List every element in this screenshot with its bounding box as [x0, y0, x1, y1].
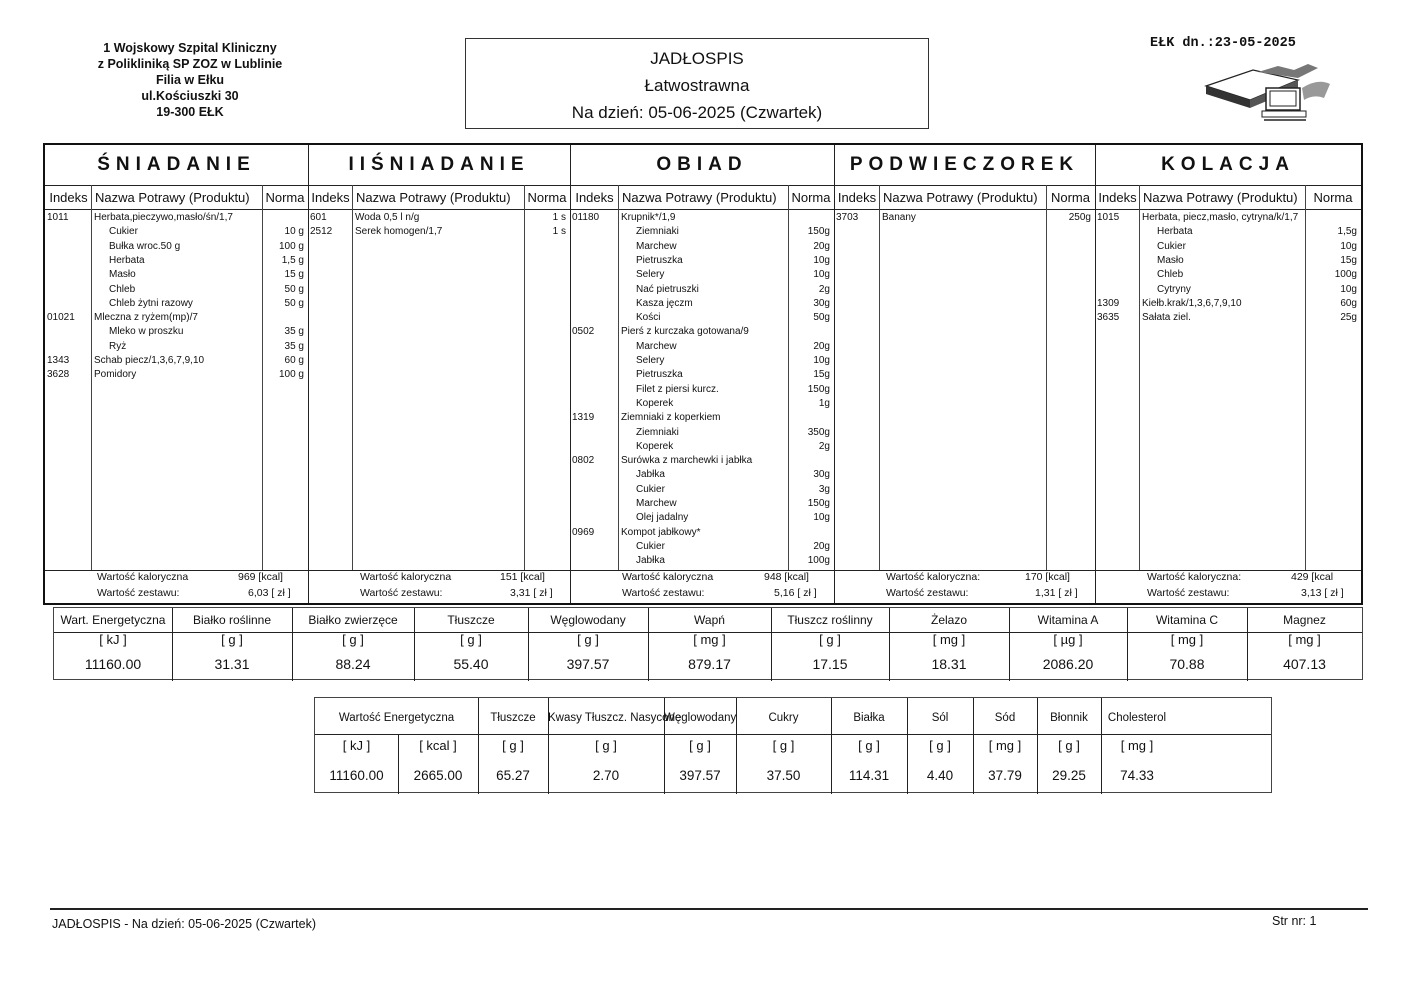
nutrition-value: 397.57	[566, 656, 610, 672]
nutrition-value: 55.40	[453, 656, 489, 672]
column-header-norm: Norma	[1313, 190, 1353, 205]
kcal-value: 170 [kcal]	[1025, 571, 1070, 583]
ingredient-name: Kasza jęczm	[636, 297, 693, 309]
dish-name: Mleczna z ryżem(mp)/7	[94, 312, 198, 324]
dish-index: 0802	[572, 455, 595, 467]
dish-name: Schab piecz/1,3,6,7,9,10	[94, 355, 205, 366]
cost-label: Wartość zestawu:	[360, 587, 443, 599]
kcal-value: 948 [kcal]	[764, 571, 809, 583]
ingredient-name: Herbata	[1157, 226, 1193, 238]
dish-index: 1015	[1097, 212, 1120, 223]
nutrition-header: Wartość Energetyczna	[338, 712, 455, 724]
nutrition-unit: [ kJ ]	[99, 632, 127, 647]
column-header-index: Indeks	[575, 190, 614, 205]
nutrition-value: 65.27	[496, 768, 530, 783]
nutrition-header: Magnez	[1283, 613, 1326, 627]
column-header-index: Indeks	[837, 190, 877, 205]
dish-index: 1309	[1097, 297, 1120, 309]
dish-norm: 3g	[818, 483, 830, 495]
dish-norm: 15g	[1340, 254, 1357, 266]
ingredient-name: Cytryny	[1157, 283, 1191, 295]
dish-norm: 10g	[813, 355, 830, 366]
dish-name: Banany	[882, 212, 916, 223]
section-divider	[834, 145, 835, 603]
nutrition-value: 2665.00	[413, 768, 463, 783]
nutrition-unit: [ g ]	[595, 738, 617, 753]
nutrition-value: 31.31	[214, 656, 250, 672]
daily-nutrition-table	[53, 607, 1363, 680]
kcal-label: Wartość kaloryczna:	[886, 571, 981, 583]
title-box	[465, 38, 929, 129]
nutrition-unit: [ mg ]	[1170, 632, 1204, 647]
nutrition-unit: [ g ]	[221, 632, 243, 647]
nutrition-unit: [ mg ]	[1288, 632, 1321, 647]
kcal-label: Wartość kaloryczna:	[1147, 571, 1242, 583]
nutrition-header: Błonnik	[1050, 712, 1088, 724]
nutrition-unit: [ g ]	[1058, 738, 1080, 753]
column-header-name: Nazwa Potrawy (Produktu)	[1143, 190, 1298, 205]
dish-norm: 50 g	[284, 283, 304, 295]
ingredient-name: Olej jadalny	[636, 512, 689, 524]
meal-title: KOLACJA	[1161, 154, 1295, 175]
dish-index: 01021	[47, 312, 75, 324]
dish-name: Krupnik*/1,9	[621, 212, 676, 223]
ingredient-name: Koperek	[636, 397, 674, 409]
ingredient-name: Ryż	[109, 340, 127, 352]
section-divider	[570, 145, 571, 603]
column-header-norm: Norma	[527, 190, 567, 205]
nutrition-header: Cukry	[768, 712, 799, 724]
dish-norm: 10g	[813, 512, 830, 524]
dish-norm: 50 g	[284, 297, 304, 309]
dish-name: Ziemniaki z koperkiem	[621, 412, 721, 424]
column-header-norm: Norma	[791, 190, 831, 205]
dish-norm: 150g	[807, 383, 830, 395]
ingredient-name: Cukier	[1157, 240, 1186, 252]
dish-norm: 30g	[813, 469, 830, 481]
kcal-value: 151 [kcal]	[500, 571, 545, 583]
dish-index: 3635	[1097, 312, 1120, 324]
nutrition-unit: [ µg ]	[1053, 632, 1083, 647]
nutrition-value: 70.88	[1169, 656, 1205, 672]
ingredient-name: Marchew	[636, 340, 677, 352]
ingredient-name: Mleko w proszku	[109, 326, 184, 338]
menu-date: Na dzień: 05-06-2025 (Czwartek)	[571, 103, 823, 122]
dish-norm: 50g	[813, 312, 830, 324]
nutrition-unit: [ g ]	[772, 738, 795, 753]
dish-norm: 10g	[1340, 240, 1357, 252]
dish-index: 1343	[47, 355, 70, 366]
dish-norm: 35 g	[284, 340, 304, 352]
nutrition-unit: [ mg ]	[932, 632, 966, 647]
cost-value: 6,03 [ zł ]	[248, 587, 291, 599]
nutrition-header: Białko zwierzęce	[308, 613, 398, 627]
ingredient-name: Nać pietruszki	[636, 283, 699, 295]
nutrition-value: 879.17	[688, 656, 731, 672]
dish-name: Serek homogen/1,7	[355, 226, 443, 238]
dish-name: Surówka z marchewki i jabłka	[621, 455, 753, 467]
dish-index: 601	[310, 212, 327, 223]
column-header-name: Nazwa Potrawy (Produktu)	[356, 190, 511, 205]
nutrition-unit: [ g ]	[460, 632, 482, 647]
dish-norm: 20g	[813, 540, 830, 552]
nutrition-unit: [ kJ ]	[342, 738, 371, 753]
nutrition-unit: [ g ]	[502, 738, 524, 753]
ingredient-name: Pietruszka	[636, 369, 683, 381]
nutrition-header: Sód	[994, 712, 1016, 724]
dish-norm: 250g	[1068, 212, 1091, 223]
dish-index: 3628	[47, 369, 70, 381]
dish-norm: 20g	[813, 340, 830, 352]
ingredient-name: Marchew	[636, 498, 677, 509]
nutrition-header: Żelazo	[930, 613, 968, 627]
hospital-address	[70, 40, 310, 120]
dish-index: 0969	[572, 526, 595, 538]
nutrition-value: 4.40	[926, 768, 954, 783]
nutrition-unit: [ kcal ]	[419, 738, 457, 753]
dish-norm: 150g	[807, 498, 830, 509]
ingredient-name: Cukier	[636, 483, 665, 495]
nutrition-value: 37.50	[766, 768, 801, 783]
hospital-line: ul.Kościuszki 30	[141, 89, 239, 103]
nutrition-header: Cholesterol	[1107, 712, 1167, 724]
dish-norm: 150g	[807, 226, 830, 238]
column-divider	[879, 185, 880, 570]
dish-norm: 100 g	[278, 369, 304, 381]
column-header-index: Indeks	[311, 190, 350, 205]
cost-value: 5,16 [ zł ]	[774, 587, 817, 599]
cost-value: 1,31 [ zł ]	[1035, 587, 1078, 599]
nutrition-unit: [ g ]	[689, 738, 711, 753]
menu-table	[43, 143, 1363, 605]
nutrition-unit: [ mg ]	[1120, 738, 1154, 753]
dish-name: Herbata, piecz,masło, cytryna/k/1,7	[1142, 212, 1299, 223]
nutrition-value: 37.79	[988, 768, 1022, 783]
footer-divider	[50, 908, 1368, 910]
dish-name: Pierś z kurczaka gotowana/9	[621, 326, 749, 338]
nutrition-header: Białka	[853, 712, 885, 724]
nutrition-value: 407.13	[1283, 656, 1326, 672]
nutrition-value: 74.33	[1120, 768, 1154, 783]
column-header-index: Indeks	[1098, 190, 1137, 205]
dish-norm: 35 g	[284, 326, 304, 338]
nutrition-header: Białko roślinne	[192, 613, 272, 627]
dish-name: Herbata,pieczywo,masło/śn/1,7	[94, 212, 233, 223]
ingredient-name: Ziemniaki	[636, 426, 679, 438]
print-date: EŁK dn.:23-05-2025	[1150, 36, 1296, 51]
kcal-label: Wartość kaloryczna	[622, 571, 714, 583]
dish-norm: 350g	[807, 426, 830, 438]
ingredient-name: Chleb żytni razowy	[109, 297, 193, 309]
nutrition-header: Tłuszcze	[447, 613, 495, 627]
ingredient-name: Selery	[636, 269, 665, 281]
section-divider	[308, 145, 309, 603]
dish-name: Sałata ziel.	[1142, 312, 1191, 324]
dish-name: Kompot jabłkowy*	[621, 526, 701, 538]
nutrition-unit: [ g ]	[342, 632, 364, 647]
dish-index: 01180	[572, 212, 600, 223]
nutrition-value: 2.70	[592, 768, 620, 783]
cost-value: 3,31 [ zł ]	[510, 587, 553, 599]
ingredient-name: Cukier	[109, 226, 138, 238]
dish-norm: 10g	[813, 269, 830, 281]
meal-title: ŚNIADANIE	[97, 154, 256, 175]
hospital-line: 1 Wojskowy Szpital Kliniczny	[103, 41, 277, 55]
dish-norm: 30g	[813, 297, 830, 309]
dish-norm: 10g	[1340, 283, 1357, 295]
meal-title: OBIAD	[656, 154, 748, 175]
cost-label: Wartość zestawu:	[97, 587, 180, 599]
dish-name: Pomidory	[94, 369, 137, 381]
kcal-label: Wartość kaloryczna	[97, 571, 189, 583]
column-divider	[1046, 185, 1047, 570]
meal-title: IIŚNIADANIE	[348, 154, 530, 175]
column-header-norm: Norma	[1050, 190, 1090, 205]
nutrition-unit: [ g ]	[858, 738, 880, 753]
dish-index: 1319	[572, 412, 595, 424]
dish-norm: 1,5g	[1337, 226, 1357, 238]
ingredient-name: Masło	[109, 269, 136, 281]
dish-norm: 60g	[1340, 297, 1357, 309]
column-divider	[91, 185, 92, 570]
meal-title: PODWIECZOREK	[849, 154, 1080, 175]
ingredient-name: Jabłka	[636, 555, 665, 567]
cost-label: Wartość zestawu:	[886, 587, 969, 599]
nutrition-header: Węglowodany	[550, 613, 626, 627]
nutrition-header: Kwasy Tłuszcz. Nasycone	[548, 712, 682, 724]
column-header-norm: Norma	[265, 190, 305, 205]
column-divider	[524, 185, 525, 570]
nutrition-header: Witamina C	[1155, 613, 1218, 627]
section-divider	[1095, 145, 1096, 603]
ingredient-name: Selery	[636, 355, 665, 366]
dish-norm: 100g	[1334, 269, 1357, 281]
nutrition-value: 18.31	[931, 656, 967, 672]
kcal-value: 969 [kcal]	[238, 571, 283, 583]
column-header-name: Nazwa Potrawy (Produktu)	[95, 190, 250, 205]
dish-norm: 1g	[818, 397, 830, 409]
hospital-line: Filia w Ełku	[155, 73, 225, 87]
dish-norm: 25g	[1340, 312, 1357, 324]
nutrition-header: Wart. Energetyczna	[60, 613, 166, 627]
dish-norm: 1 s	[552, 212, 566, 223]
hospital-line: z Polikliniką SP ZOZ w Lublinie	[97, 57, 283, 71]
summary-nutrition-table	[314, 697, 1272, 793]
nutrition-row-divider	[315, 734, 1271, 735]
dish-norm: 1 s	[552, 226, 566, 238]
column-header-name: Nazwa Potrawy (Produktu)	[622, 190, 777, 205]
dish-index: 0502	[572, 326, 595, 338]
dish-norm: 1,5 g	[281, 254, 304, 266]
dish-norm: 100g	[807, 555, 830, 567]
nutrition-value: 17.15	[812, 656, 848, 672]
dish-index: 3703	[836, 212, 859, 223]
ingredient-name: Koperek	[636, 440, 674, 452]
nutrition-value: 88.24	[335, 656, 371, 672]
ingredient-name: Ziemniaki	[636, 226, 679, 238]
column-divider	[352, 185, 353, 570]
column-divider	[618, 185, 619, 570]
dish-name: Kiełb.krak/1,3,6,7,9,10	[1142, 297, 1242, 309]
column-header-index: Indeks	[49, 190, 88, 205]
nutrition-value: 2086.20	[1042, 656, 1094, 672]
nutrition-header: Witamina A	[1037, 613, 1099, 627]
hospital-line: 19-300 EŁK	[156, 105, 224, 119]
nutrition-unit: [ g ]	[819, 632, 841, 647]
kcal-value: 429 [kcal	[1291, 571, 1334, 583]
nutrition-header: Węglowodany	[664, 712, 737, 724]
dish-norm: 15g	[813, 369, 830, 381]
computer-book-logo-icon	[1198, 58, 1338, 128]
ingredient-name: Filet z piersi kurcz.	[636, 383, 719, 395]
nutrition-header: Wapń	[694, 613, 725, 627]
nutrition-value: 397.57	[679, 768, 721, 783]
dish-name: Woda 0,5 l n/g	[355, 212, 420, 223]
nutrition-value: 11160.00	[84, 656, 142, 672]
footer-text: JADŁOSPIS - Na dzień: 05-06-2025 (Czwartek)	[52, 917, 316, 931]
dish-norm: 2g	[818, 440, 830, 452]
ingredient-name: Marchew	[636, 240, 677, 252]
ingredient-name: Cukier	[636, 540, 665, 552]
ingredient-name: Jabłka	[636, 469, 665, 481]
nutrition-unit: [ g ]	[929, 738, 951, 753]
kcal-label: Wartość kaloryczna	[360, 571, 452, 583]
dish-norm: 60 g	[284, 355, 304, 366]
dish-norm: 100 g	[278, 240, 304, 252]
ingredient-name: Chleb	[109, 283, 136, 295]
dish-index: 2512	[310, 226, 333, 238]
nutrition-header: Tłuszcz roślinny	[787, 613, 873, 627]
column-divider	[1139, 185, 1140, 570]
page-title: JADŁOSPIS	[650, 49, 744, 68]
column-header-divider	[45, 209, 1361, 210]
dish-norm: 2g	[818, 283, 830, 295]
dish-norm: 10g	[813, 254, 830, 266]
nutrition-value: 29.25	[1052, 768, 1086, 783]
cost-label: Wartość zestawu:	[622, 587, 705, 599]
dish-index: 1011	[47, 212, 69, 223]
dish-norm: 20g	[813, 240, 830, 252]
cost-label: Wartość zestawu:	[1147, 587, 1230, 599]
nutrition-value: 114.31	[848, 768, 890, 783]
ingredient-name: Pietruszka	[636, 254, 683, 266]
diet-name: Łatwostrawna	[644, 76, 750, 95]
dish-norm: 10 g	[284, 226, 304, 238]
ingredient-name: Bułka wroc.50 g	[109, 240, 181, 252]
page-number: Str nr: 1	[1272, 914, 1317, 928]
nutrition-unit: [ g ]	[577, 632, 599, 647]
nutrition-value: 11160.00	[329, 768, 384, 783]
nutrition-header: Sól	[931, 712, 949, 724]
ingredient-name: Chleb	[1157, 269, 1184, 281]
ingredient-name: Masło	[1157, 254, 1184, 266]
nutrition-unit: [ mg ]	[988, 738, 1022, 753]
nutrition-header: Tłuszcze	[490, 712, 536, 724]
ingredient-name: Herbata	[109, 254, 145, 266]
dish-norm: 15 g	[284, 269, 304, 281]
ingredient-name: Kości	[636, 312, 661, 324]
cost-value: 3,13 [ zł ]	[1301, 587, 1344, 599]
column-header-name: Nazwa Potrawy (Produktu)	[883, 190, 1038, 205]
nutrition-unit: [ mg ]	[693, 632, 726, 647]
